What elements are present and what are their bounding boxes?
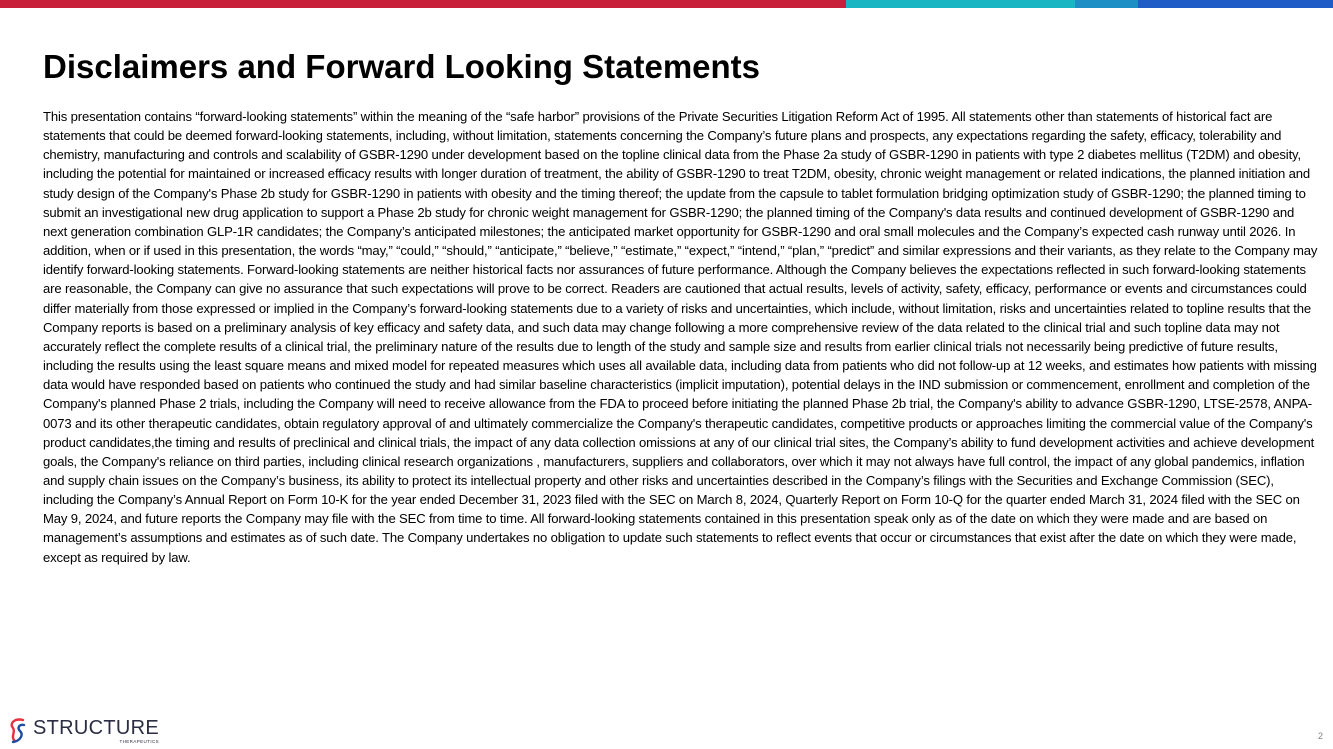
top-bar-red-segment — [0, 0, 846, 8]
top-bar-blue-segment — [1138, 0, 1333, 8]
disclaimer-body-text: This presentation contains “forward-looking statements” within the meaning of the “safe harbor” provisions of the Private Securities Litigation Reform Act of 1995. All statements other than statements of historical fact are statements that could be deemed forward-looking statements, including, without limitation, statements concerning the Company’s future plans and prospects, any expectations regarding the safety, efficacy, tolerability and chemistry, manufacturing and controls and scalability of GSBR-1290 under development based on the topline clinical data from the Phase 2a study of GSBR-1290 in patients with type 2 diabetes mellitus (T2DM) and obesity, including the potential for maintained or increased efficacy results with longer duration of treatment, the ability of GSBR-1290 to treat T2DM, obesity, chronic weight management or related indications, the planned initiation and study design of the Company's Phase 2b study for GSBR-1290 in patients with obesity and the timing thereof; the update from the capsule to tablet formulation bridging optimization study of GSBR-1290; the planned timing to submit an investigational new drug application to support a Phase 2b study for chronic weight management for GSBR-1290; the planned timing of the Company's data results and continued development of GSBR-1290 and next generation combination GLP-1R candidates; the Company’s anticipated milestones; the anticipated market opportunity for GSBR-1290 and oral small molecules and the Company’s expected cash runway until 2026. In addition, when or if used in this presentation, the words “may,” “could,” “should,” “anticipate,” “believe,” “estimate,” “expect,” “intend,” “plan,” “predict” and similar expressions and their variants, as they relate to the Company may identify forward-looking statements. Forward-looking statements are neither historical facts nor assurances of future performance. Although the Company believes the expectations reflected in such forward-looking statements are reasonable, the Company can give no assurance that such expectations will prove to be correct. Readers are cautioned that actual results, levels of activity, safety, efficacy, performance or events and circumstances could differ materially from those expressed or implied in the Company’s forward-looking statements due to a variety of risks and uncertainties, which include, without limitation, risks and uncertainties related to topline results that the Company reports is based on a preliminary analysis of key efficacy and safety data, and such data may change following a more comprehensive review of the data related to the clinical trial and such topline data may not accurately reflect the complete results of a clinical trial, the preliminary nature of the results due to length of the study and sample size and results from earlier clinical trials not necessarily being predictive of future results, including the results using the least square means and mixed model for repeated measures which uses all available data, including data from patients who did not follow-up at 12 weeks, and estimates how patients with missing data would have responded based on patients who continued the study and had similar baseline characteristics (implicit imputation), potential delays in the IND submission or commencement, enrollment and completion of the Company's planned Phase 2 trials, including the Company will need to receive allowance from the FDA to proceed before initiating the planned Phase 2b trial, the Company's ability to advance GSBR-1290, LTSE-2578, ANPA-0073 and its other therapeutic candidates, obtain regulatory approval of and ultimately commercialize the Company's therapeutic candidates, competitive products or approaches limiting the commercial value of the Company's product candidates,the timing and results of preclinical and clinical trials, the impact of any data collection omissions at any of our clinical trial sites, the Company’s ability to fund development activities and achieve development goals, the Company's reliance on third parties, including clinical research organizations , manufacturers, suppliers and collaborators, over which it may not always have full control, the impact of any global pandemics, inflation and supply chain issues on the Company’s business, its ability to protect its intellectual property and other risks and uncertainties described in the Company’s filings with the Securities and Exchange Commission (SEC), including the Company’s Annual Report on Form 10-K for the year ended December 31, 2023 filed with the SEC on March 8, 2024, Quarterly Report on Form 10-Q for the quarter ended March 31, 2024 filed with the SEC on May 9, 2024, and future reports the Company may file with the SEC from time to time. All forward-looking statements contained in this presentation speak only as of the date on which they were made and are based on management’s assumptions and estimates as of such date. The Company undertakes no obligation to update such statements to reflect events that occur or circumstances that exist after the date on which they were made, except as required by law. — [43, 109, 1318, 565]
company-logo — [6, 717, 159, 744]
logo-name-text: STRUCTURE — [33, 717, 160, 739]
top-color-bar — [0, 0, 1333, 8]
structure-s-logo-icon — [6, 717, 30, 744]
top-bar-mid-blue-segment — [1075, 0, 1138, 8]
logo-subtitle-text: THERAPEUTICS — [119, 739, 160, 744]
slide-title: Disclaimers and Forward Looking Statements — [43, 48, 761, 85]
page-number: 2 — [1317, 731, 1323, 741]
top-bar-teal-segment — [846, 0, 1075, 8]
logo-wordmark — [33, 717, 160, 744]
